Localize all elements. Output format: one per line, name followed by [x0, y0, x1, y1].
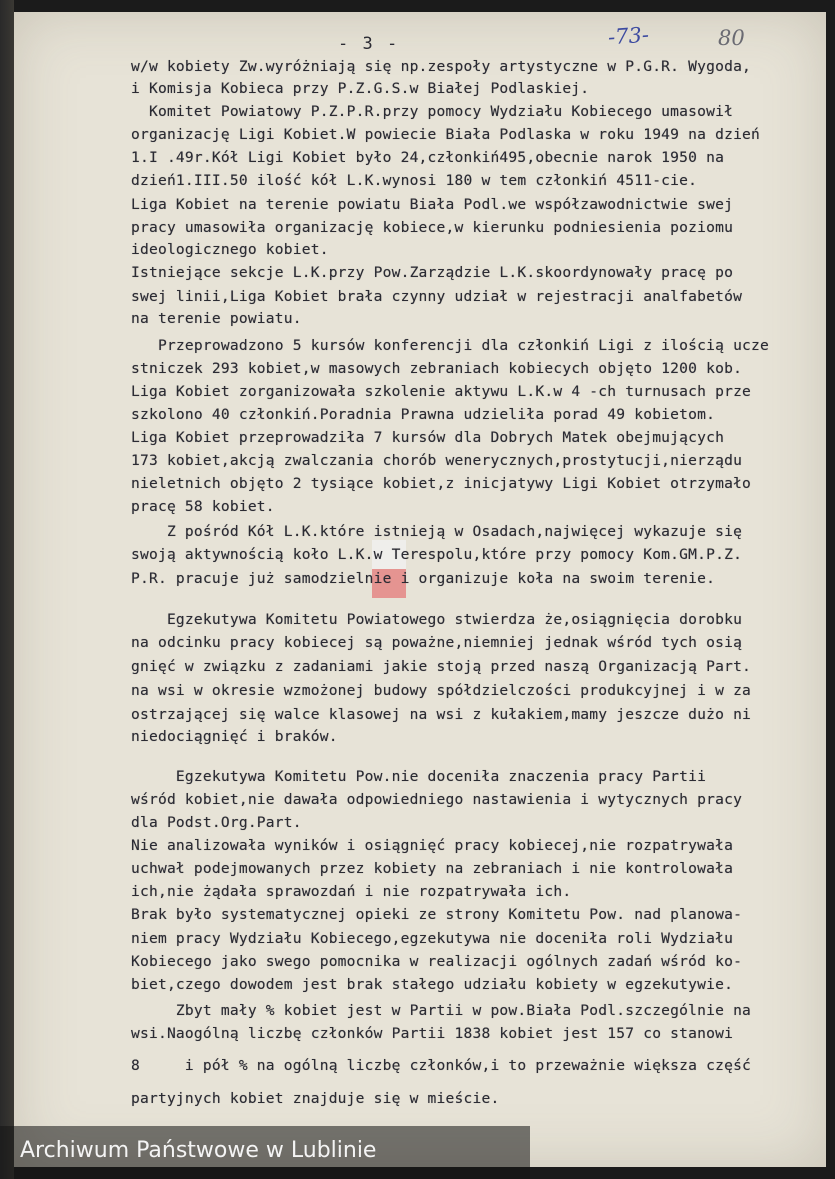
text-line: stniczek 293 kobiet,w masowych zebraniach kobiecych objęto 1200 kob.	[131, 360, 743, 377]
text-line: dla Podst.Org.Part.	[131, 814, 302, 831]
text-line: Egzekutywa Komitetu Powiatowego stwierdza że,osiągnięcia dorobku	[131, 611, 743, 628]
text-line: na terenie powiatu.	[131, 310, 302, 327]
text-line: swej linii,Liga Kobiet brała czynny udział w rejestracji analfabetów	[131, 288, 743, 305]
text-line: wsi.Naogólną liczbę członków Partii 1838 kobiet jest 157 co stanowi	[131, 1025, 734, 1042]
text-line: na odcinku pracy kobiecej są poważne,niemniej jednak wśród tych osią	[131, 634, 743, 651]
scan-edge	[0, 0, 14, 1179]
text-line: Brak było systematycznej opieki ze strony Komitetu Pow. nad planowa-	[131, 906, 743, 923]
text-line: uchwał podejmowanych przez kobiety na zebraniach i nie kontrolowała	[131, 860, 734, 877]
text-line: Komitet Powiatowy P.Z.P.R.przy pomocy Wydziału Kobiecego umasowił	[131, 103, 734, 120]
text-line: pracy umasowiła organizację kobiece,w kierunku podniesienia poziomu	[131, 219, 734, 236]
archive-watermark-text: Archiwum Państwowe w Lublinie	[20, 1138, 377, 1163]
text-line: Istniejące sekcje L.K.przy Pow.Zarządzie L.K.skoordynowały pracę po	[131, 264, 734, 281]
text-line: Egzekutywa Komitetu Pow.nie doceniła znaczenia pracy Partii	[131, 768, 707, 785]
text-line: szkolono 40 członkiń.Poradnia Prawna udzieliła porad 49 kobietom.	[131, 406, 716, 423]
text-line: gnięć w związku z zadaniami jakie stoją przed naszą Organizacją Part.	[131, 658, 752, 675]
text-line: 8 i pół % na ogólną liczbę członków,i to przeważnie większa część	[131, 1057, 752, 1074]
text-line: Liga Kobiet przeprowadziła 7 kursów dla Dobrych Matek obejmujących	[131, 429, 725, 446]
text-line: biet,czego dowodem jest brak stałego udziału kobiety w egzekutywie.	[131, 976, 734, 993]
text-line: ideologicznego kobiet.	[131, 241, 329, 258]
handwritten-folio-number: 80	[718, 26, 745, 50]
archive-watermark-bar	[0, 1126, 530, 1179]
text-line: i Komisja Kobieca przy P.Z.G.S.w Białej Podlaskiej.	[131, 80, 590, 97]
text-line: niem pracy Wydziału Kobiecego,egzekutywa nie doceniła roli Wydziału	[131, 930, 734, 947]
text-line: Nie analizowała wyników i osiągnięć pracy kobiecej,nie rozpatrywała	[131, 837, 734, 854]
text-line: 1.I .49r.Kół Ligi Kobiet było 24,członkiń495,obecnie narok 1950 na	[131, 149, 725, 166]
text-line: Liga Kobiet zorganizowała szkolenie aktywu L.K.w 4 -ch turnusach prze	[131, 383, 752, 400]
text-line: pracę 58 kobiet.	[131, 498, 275, 515]
text-line: na wsi w okresie wzmożonej budowy spółdzielczości produkcyjnej i w za	[131, 682, 752, 699]
text-line: Liga Kobiet na terenie powiatu Biała Podl.we współzawodnictwie swej	[131, 196, 734, 213]
text-line: w/w kobiety Zw.wyróżniają się np.zespoły artystyczne w P.G.R. Wygoda,	[131, 58, 752, 75]
page-number: - 3 -	[338, 34, 400, 54]
text-line: ich,nie żądała sprawozdań i nie rozpatrywała ich.	[131, 883, 572, 900]
text-line: Przeprowadzono 5 kursów konferencji dla członkiń Ligi z ilością ucze	[131, 337, 770, 354]
text-line: niedociągnięć i braków.	[131, 728, 338, 745]
handwritten-archive-number: -73-	[607, 22, 650, 50]
text-line: wśród kobiet,nie dawała odpowiedniego nastawienia i wytycznych pracy	[131, 791, 743, 808]
text-line: Kobiecego jako swego pomocnika w realizacji ogólnych zadań wśród ko-	[131, 953, 743, 970]
text-line: 173 kobiet,akcją zwalczania chorób wenerycznych,prostytucji,nierządu	[131, 452, 743, 469]
text-line: Z pośród Kół L.K.które istnieją w Osadach,najwięcej wykazuje się	[131, 523, 743, 540]
text-line: partyjnych kobiet znajduje się w mieście.	[131, 1090, 500, 1107]
text-line: dzień1.III.50 ilość kół L.K.wynosi 180 w tem członkiń 4511-cie.	[131, 172, 698, 189]
text-line: ostrzającej się walce klasowej na wsi z kułakiem,mamy jeszcze dużo ni	[131, 706, 752, 723]
text-line: swoją aktywnością koło L.K.w Terespolu,które przy pomocy Kom.GM.P.Z.	[131, 546, 743, 563]
text-line: Zbyt mały % kobiet jest w Partii w pow.Biała Podl.szczególnie na	[131, 1002, 752, 1019]
text-line: organizację Ligi Kobiet.W powiecie Biała Podlaska w roku 1949 na dzień	[131, 126, 761, 143]
text-line: P.R. pracuje już samodzielnie i organizuje koła na swoim terenie.	[131, 570, 716, 587]
text-line: nieletnich objęto 2 tysiące kobiet,z inicjatywy Ligi Kobiet otrzymało	[131, 475, 752, 492]
